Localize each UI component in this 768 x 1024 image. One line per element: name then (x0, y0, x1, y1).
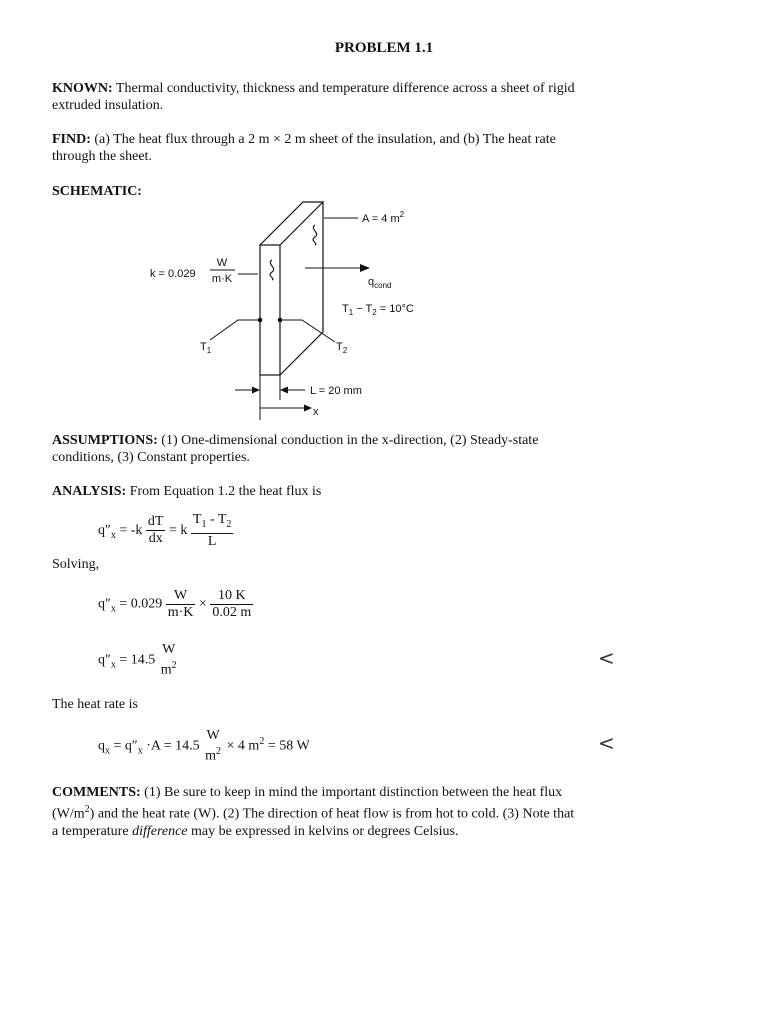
comments-exp: 2 (84, 804, 90, 815)
temperature-difference-label: $T_1 - T_2 = 10^\circ C$ (342, 303, 414, 317)
eq3-qflux-sub: x (110, 659, 116, 671)
known-text-line1: Thermal conductivity, thickness and temperature difference across a sheet of rigid (115, 81, 575, 96)
solving-text: Solving, (52, 557, 100, 572)
eq2-qflux: q″ (98, 596, 111, 612)
eq2-k-unit: $\frac{W}{m\cdot K}$ (167, 588, 194, 620)
comments-text-line2b: ) and the heat rate (W). (2) The direction of heat flow is from hot to cold. (3) Note that (89, 806, 575, 822)
eq1-qflux: q″ (98, 523, 111, 539)
find-label: FIND: (52, 132, 91, 147)
equation-heat-flux-result (98, 642, 179, 679)
analysis-label: ANALYSIS: (52, 484, 127, 499)
t1-leader (210, 320, 260, 340)
comments-emphasis: difference (132, 823, 188, 839)
eq4-q-sub: x (105, 745, 110, 757)
eq4-area: × 4 m (223, 738, 260, 754)
break-mark-front (270, 260, 274, 280)
eq2-times: × (195, 596, 211, 612)
slab-side-face (280, 202, 323, 375)
problem-title: PROBLEM 1.1 (334, 40, 434, 56)
t1-label: $T_1$ (200, 341, 212, 355)
eq3-value: = 14.5 (115, 652, 156, 668)
area-label: A = 4 $m^2$ (362, 210, 405, 225)
eq1-temperature-fraction: $\frac{T_1 - T_2}{L}$ (192, 512, 232, 549)
eq2-qflux-sub: x (110, 603, 116, 615)
insulation-schematic (140, 190, 480, 430)
thickness-label: L = 20 mm (310, 385, 362, 397)
analysis-section (52, 483, 652, 500)
eq4-unit: W $m^2$ (205, 728, 222, 764)
t2-leader (280, 320, 335, 342)
eq1-neg-k: = -k (115, 523, 143, 539)
conductivity-label: k = 0.029 (150, 268, 196, 280)
eq2-k-value: = 0.029 (115, 596, 163, 612)
eq4-qflux: = q″ (110, 738, 138, 754)
known-text-line2: extruded insulation. (52, 98, 164, 113)
analysis-intro: From Equation 1.2 the heat flux is (129, 484, 322, 499)
answer-mark-heat-rate: < (598, 731, 615, 755)
schematic-label: SCHEMATIC: (52, 184, 142, 199)
eq4-area-exp: 2 (259, 735, 265, 747)
dim-arrowhead-left (252, 387, 260, 394)
conductivity-unit-den: m·K (211, 273, 233, 285)
eq1-derivative: $\frac{dT}{dx}$ (147, 514, 164, 547)
x-axis-arrowhead (304, 405, 312, 412)
comments-text-line1: (1) Be sure to keep in mind the important distinction between the heat flux (144, 785, 563, 800)
eq1-qflux-sub: x (110, 529, 116, 541)
eq3-qflux: q″ (98, 652, 111, 668)
find-text-line2: through the sheet. (52, 149, 152, 164)
eq4-value: ·A = 14.5 (142, 738, 200, 754)
comments-text-line2a: (W/m (52, 806, 85, 822)
eq1-k: = k (165, 523, 188, 539)
assumptions-text-line1: (1) One-dimensional conduction in the x-direction, (2) Steady-state (161, 433, 539, 448)
slab-front-face (260, 245, 280, 375)
eq4-result: = 58 W (264, 738, 310, 754)
assumptions-section (52, 432, 652, 466)
heat-rate-text: The heat rate is (52, 697, 138, 712)
comments-text-line3b: may be expressed in kelvins or degrees Celsius. (187, 823, 459, 839)
equation-heat-rate (98, 728, 310, 765)
comments-label: COMMENTS: (52, 785, 141, 800)
t2-label: $T_2$ (336, 341, 348, 355)
break-mark-top (313, 225, 317, 245)
answer-mark-heat-flux: < (598, 646, 615, 670)
x-axis-label: x (313, 406, 319, 418)
known-label: KNOWN: (52, 81, 113, 96)
dim-arrowhead-right (280, 387, 288, 394)
assumptions-text-line2: conditions, (3) Constant properties. (52, 450, 250, 465)
equation-heat-flux-fourier (98, 512, 233, 550)
conductivity-unit-num: W (216, 257, 228, 269)
heat-rate-label: $q_{cond}$ (368, 276, 392, 290)
eq2-gradient: $\frac{10 K}{0.02 m}$ (212, 588, 252, 620)
eq3-unit: W $m^2$ (160, 642, 177, 678)
comments-text-line3a: a temperature (52, 823, 133, 839)
heat-flow-arrowhead (360, 264, 370, 272)
known-section (52, 80, 652, 114)
eq4-q: q (98, 738, 105, 754)
comments-section (52, 784, 692, 840)
find-section (52, 131, 652, 165)
eq4-qflux-sub: x (137, 745, 143, 757)
equation-heat-flux-substitution (98, 588, 253, 621)
assumptions-label: ASSUMPTIONS: (52, 433, 158, 448)
find-text-line1: (a) The heat flux through a 2 m × 2 m sheet of the insulation, and (b) The heat rate (94, 132, 556, 147)
